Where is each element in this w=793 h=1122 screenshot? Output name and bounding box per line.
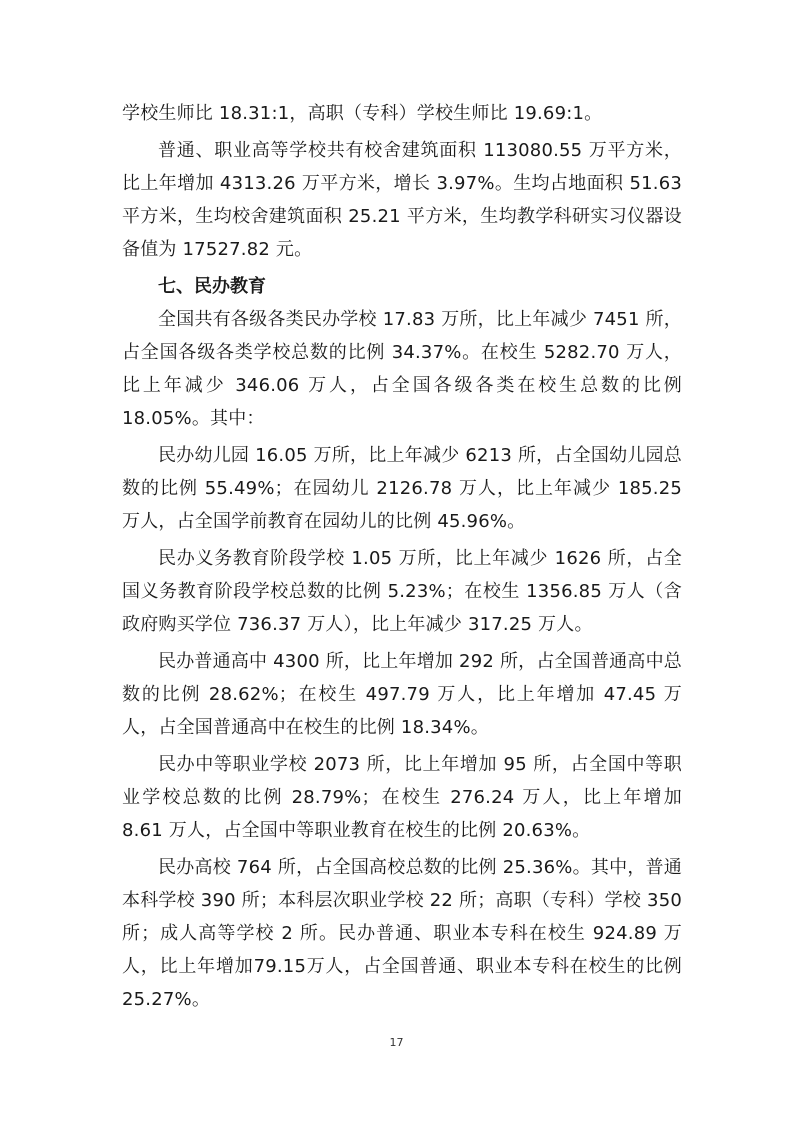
paragraph-private-schools-total: 全国共有各级各类民办学校 17.83 万所，比上年减少 7451 所，占全国各级各类学校总数的比例 34.37%。在校生 5282.70 万人，比上年减少 346.06 万人，占全国各级各类在校生总数的比例 18.05%。其中： bbox=[122, 309, 682, 429]
paragraph-private-compulsory: 民办义务教育阶段学校 1.05 万所，比上年减少 1626 所，占全国义务教育阶段学校总数的比例 5.23%；在校生 1356.85 万人（含政府购买学位 736.37 万人），比上年减少 317.25 万人。 bbox=[122, 548, 682, 635]
paragraph-private-kindergartens: 民办幼儿园 16.05 万所，比上年减少 6213 所，占全国幼儿园总数的比例 55.49%；在园幼儿 2126.78 万人，比上年减少 185.25 万人，占全国学前教育在园幼儿的比例 45.96%。 bbox=[122, 445, 682, 532]
paragraph-building-area: 普通、职业高等学校共有校舍建筑面积 113080.55 万平方米，比上年增加 4313.26 万平方米，增长 3.97%。生均占地面积 51.63 平方米，生均校舍建筑面积 25.21 平方米，生均教学科研实习仪器设备值为 17527.82 元。 bbox=[122, 140, 682, 260]
page-number: 17 bbox=[389, 1036, 404, 1049]
paragraph-student-teacher-ratio: 学校生师比 18.31:1，高职（专科）学校生师比 19.69:1。 bbox=[122, 103, 603, 124]
section-heading-private-education: 七、民办教育 bbox=[158, 276, 266, 297]
page-body bbox=[122, 97, 682, 1016]
paragraph-private-vocational: 民办中等职业学校 2073 所，比上年增加 95 所，占全国中等职业学校总数的比例 28.79%；在校生 276.24 万人，比上年增加 8.61 万人，占全国中等职业教育在校生的比例 20.63%。 bbox=[122, 754, 682, 841]
paragraph-private-high-schools: 民办普通高中 4300 所，比上年增加 292 所，占全国普通高中总数的比例 28.62%；在校生 497.79 万人，比上年增加 47.45 万人，占全国普通高中在校生的比例 18.34%。 bbox=[122, 651, 682, 738]
paragraph-private-universities: 民办高校 764 所，占全国高校总数的比例 25.36%。其中，普通本科学校 390 所；本科层次职业学校 22 所；高职（专科）学校 350 所；成人高等学校 2 所。民办普通、职业本专科在校生 924.89 万人，比上年增加79.15万人，占全国普通、职业本专科在校生的比例25.27%。 bbox=[122, 857, 682, 1010]
